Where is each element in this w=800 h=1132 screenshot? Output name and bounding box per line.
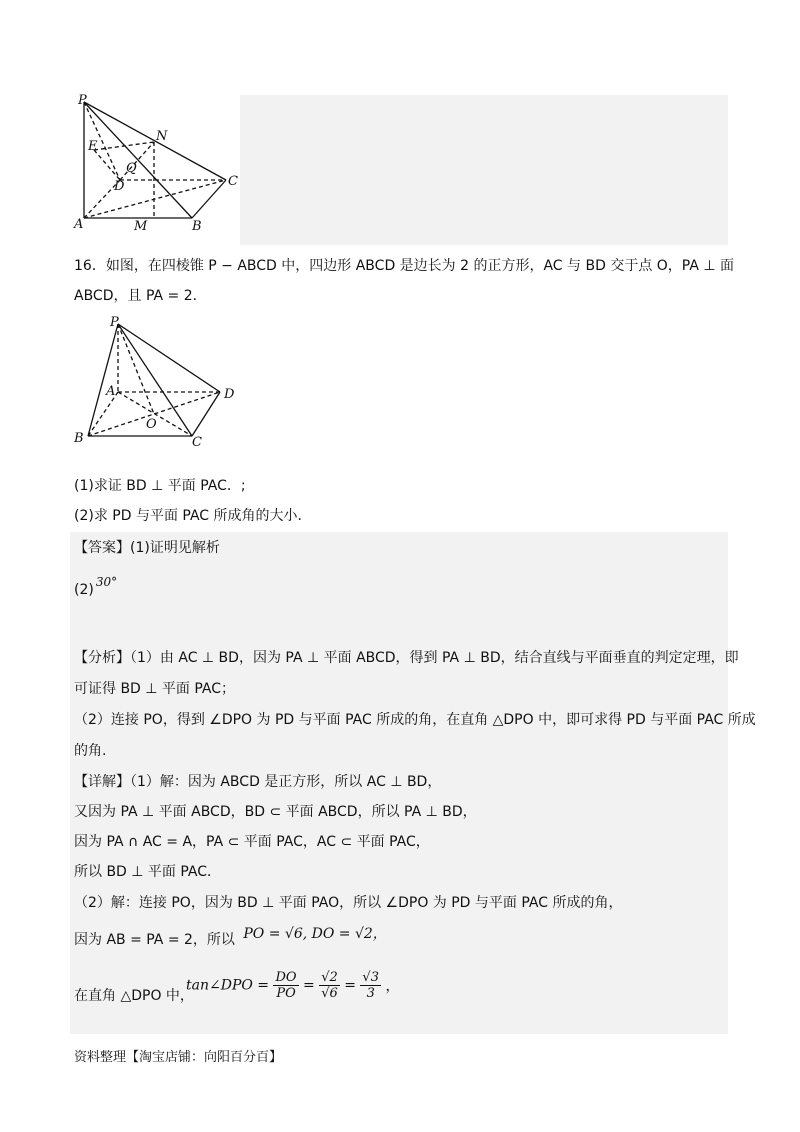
label-P2: P	[110, 315, 119, 330]
label-A2: A	[106, 384, 116, 399]
fraction-3-num: √3	[362, 970, 379, 985]
analysis-line-1: 【分析】（1）由 AC ⊥ BD，因为 PA ⊥ 平面 ABCD，得到 PA ⊥ BD，结合直线与平面垂直的判定定理，即	[74, 650, 739, 666]
detail-line-6-math: PO = √6, DO = √2，	[243, 926, 387, 942]
label-B2: B	[74, 431, 84, 446]
label-B: B	[192, 219, 202, 234]
answer-line-1: 【答案】(1)证明见解析	[74, 540, 220, 556]
detail-line-7	[74, 986, 194, 1006]
fraction-do-po	[273, 970, 298, 1001]
fraction-2-num: √2	[321, 970, 338, 985]
detail-line-1: 【详解】（1）解：因为 ABCD 是正方形，所以 AC ⊥ BD，	[74, 774, 442, 790]
top-geometry-figure	[70, 92, 245, 242]
problem-intro-line1: 16．如图，在四棱锥 P − ABCD 中，四边形 ABCD 是边长为 2 的正方形，AC 与 BD 交于点 O，PA ⊥ 面	[74, 258, 735, 274]
detail-line-6-text: 因为 AB = PA = 2，所以	[74, 932, 235, 948]
label-N: N	[156, 129, 168, 144]
fraction-2-den: √6	[321, 986, 338, 1001]
label-D: D	[114, 179, 125, 194]
fraction-1-den: PO	[276, 986, 296, 1001]
analysis-line-3: （2）连接 PO，得到 ∠DPO 为 PD 与平面 PAC 所成的角，在直角 △DPO 中，即可求得 PD 与平面 PAC 所成	[74, 712, 756, 728]
footer-source: 资料整理【淘宝店铺：向阳百分百】	[74, 1050, 283, 1065]
label-C: C	[228, 174, 238, 189]
detail-line-7-text: 在直角 △DPO 中，	[74, 988, 194, 1004]
detail-line-4: 所以 BD ⊥ 平面 PAC．	[74, 864, 222, 880]
answer-2-prefix: (2)	[74, 582, 94, 598]
pyramid-figure	[70, 312, 245, 452]
label-O2: O	[146, 417, 157, 432]
label-C2: C	[192, 435, 202, 450]
detail-line-2: 又因为 PA ⊥ 平面 ABCD，BD ⊂ 平面 ABCD，所以 PA ⊥ BD，	[74, 804, 477, 820]
fraction-root3-3	[360, 970, 381, 1001]
fraction-3-den: 3	[366, 986, 375, 1001]
detail-line-6	[74, 926, 387, 950]
tan-equation: tan∠DPO = $\frac{DO}{PO}$ = $\frac{√2}{√6}$ = $\frac{√3}{3}$ ，	[186, 970, 400, 1001]
analysis-line-4: 的角.	[74, 743, 107, 759]
top-answer-panel	[240, 95, 728, 245]
answer-line-2	[74, 575, 118, 600]
tan-trailing-comma: ，	[385, 978, 400, 995]
label-P: P	[78, 93, 87, 108]
label-D2: D	[224, 387, 235, 402]
label-M: M	[134, 219, 148, 234]
question-1: (1)求证 BD ⊥ 平面 PAC．;	[74, 478, 246, 494]
detail-line-5: （2）解：连接 PO，因为 BD ⊥ 平面 PAO，所以 ∠DPO 为 PD 与平面 PAC 所成的角，	[74, 895, 623, 911]
detail-line-3: 因为 PA ∩ AC = A，PA ⊂ 平面 PAC，AC ⊂ 平面 PAC，	[74, 834, 430, 850]
analysis-line-2: 可证得 BD ⊥ 平面 PAC；	[74, 681, 236, 697]
label-Q: Q	[126, 161, 137, 176]
tan-expression: tan∠DPO =	[186, 977, 270, 994]
label-E: E	[88, 139, 98, 154]
fraction-root2-root6	[319, 970, 340, 1001]
fraction-1-num: DO	[275, 970, 297, 985]
answer-2-value: 30°	[95, 575, 118, 589]
label-A: A	[74, 217, 84, 232]
problem-intro-line2: ABCD，且 PA = 2．	[74, 288, 207, 304]
question-2: (2)求 PD 与平面 PAC 所成角的大小．	[74, 508, 312, 524]
